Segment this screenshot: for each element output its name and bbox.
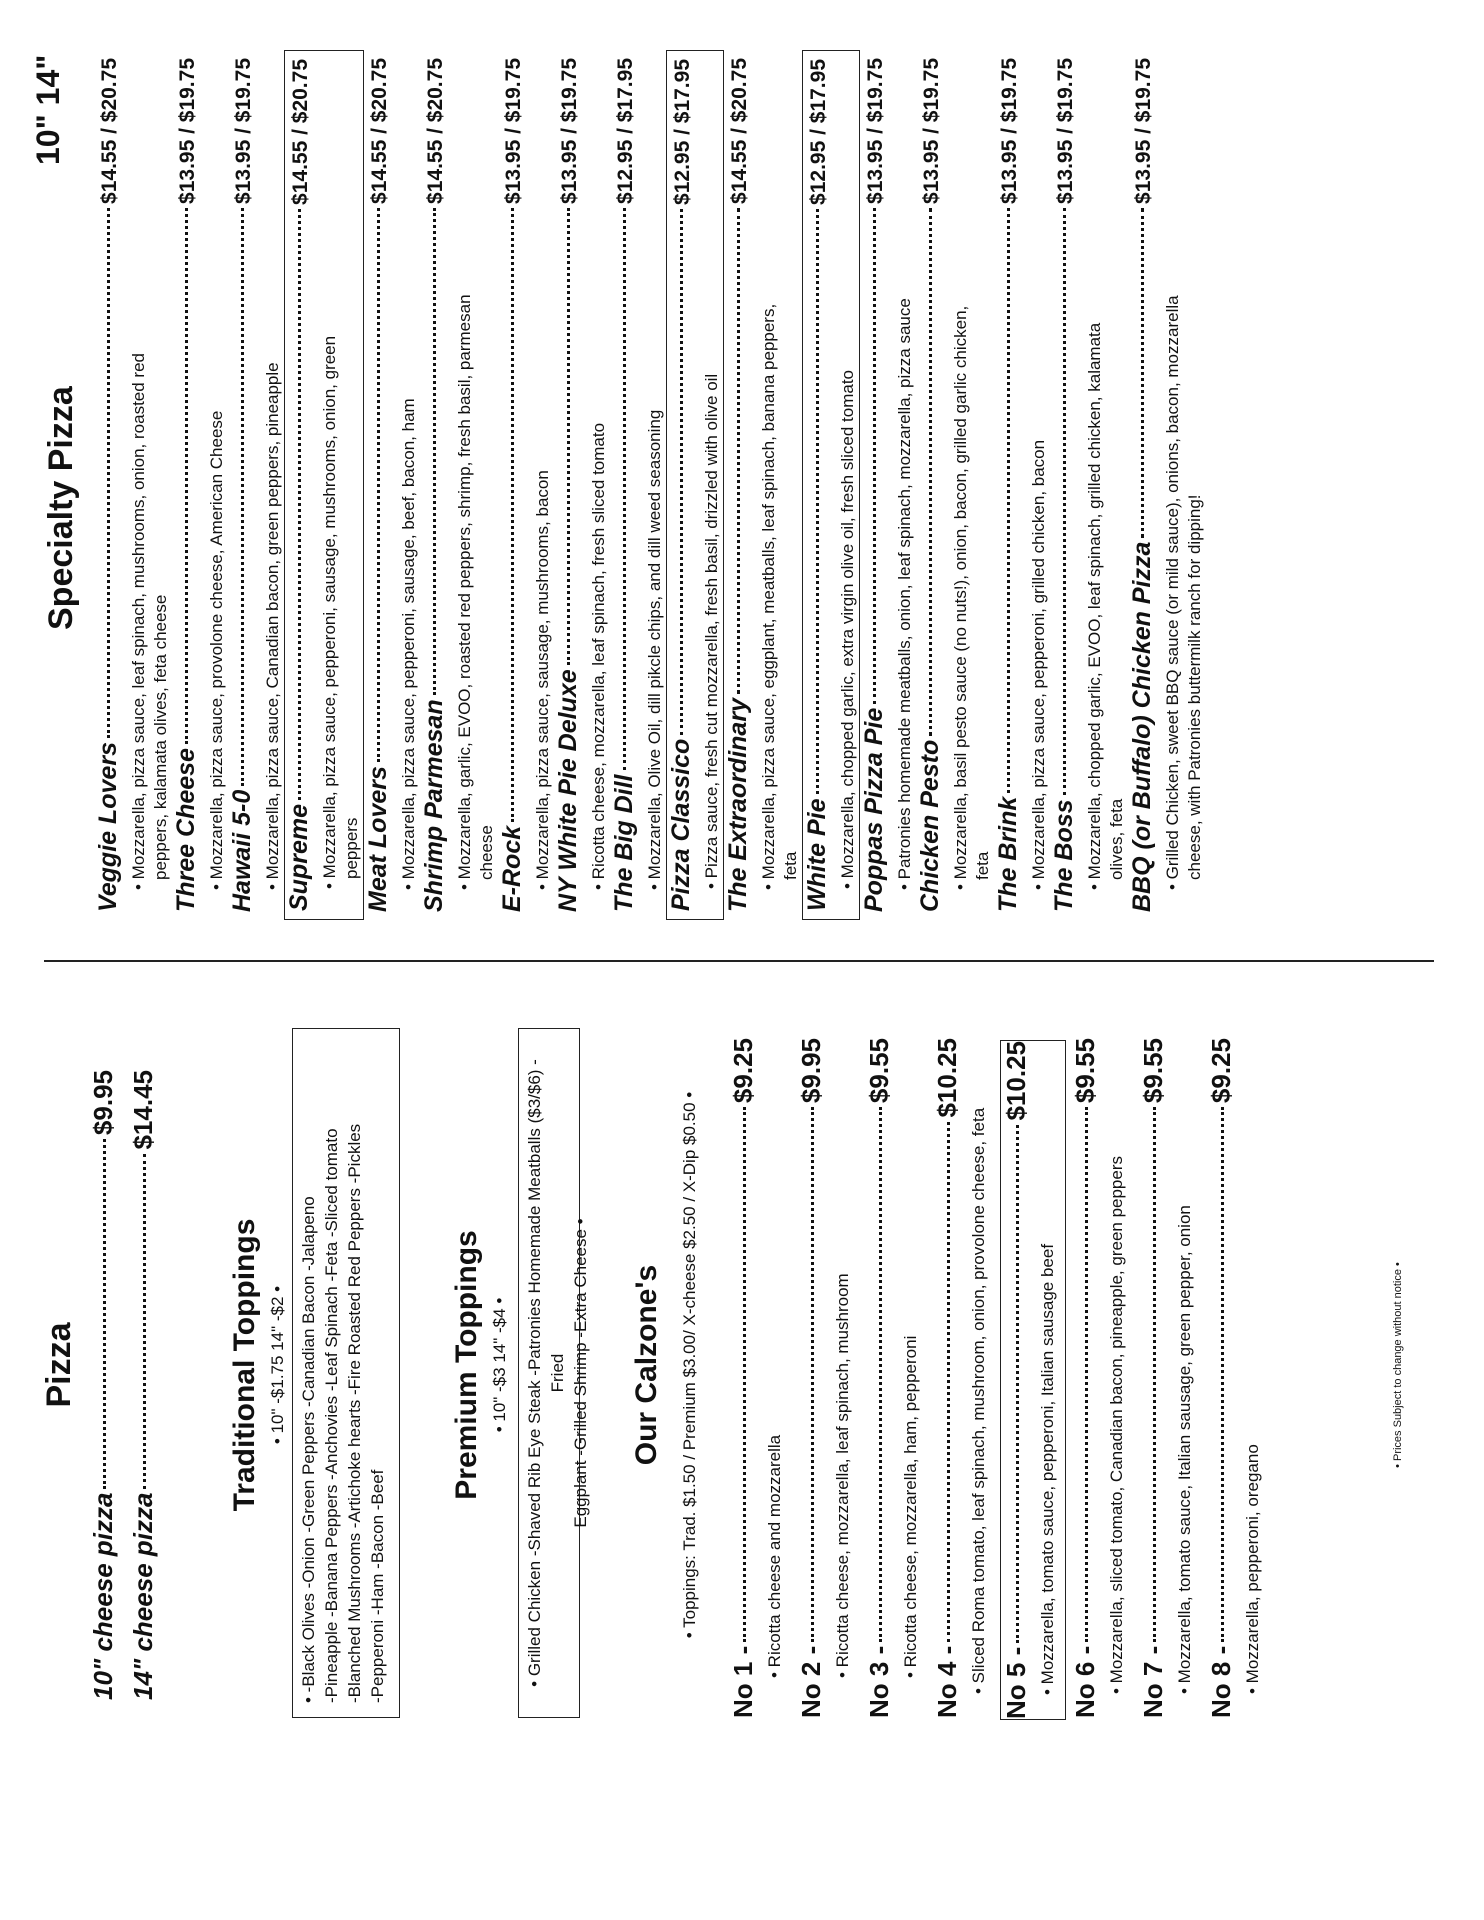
item-price: $9.55 (864, 1038, 894, 1104)
item-price: $14.55 / $20.75 (368, 58, 391, 204)
item-description: • Mozzarella, chopped garlic, extra virgin olive oil, fresh sliced tomato (838, 369, 857, 889)
traditional-toppings-prices: • 10" -$1.75 14" -$2 • (268, 1285, 287, 1445)
item-name: 10" cheese pizza (88, 1492, 118, 1700)
item-description: • Mozzarella, tomato sauce, Italian sausage, green pepper, onion (1175, 1205, 1194, 1694)
item-name: The Brink (994, 796, 1022, 912)
item-name: Shrimp Parmesan (420, 699, 448, 912)
leader-dots (811, 1107, 814, 1642)
specialty-item (916, 50, 994, 920)
menu-item (128, 1070, 168, 1700)
premium-toppings-box (518, 1028, 590, 1718)
item-name: No 3 - (864, 1645, 894, 1718)
item-name: No 7 - (1138, 1645, 1168, 1718)
desc-line: peppers, kalamata olives, feta cheese (151, 594, 170, 880)
item-price: $14.55 / $20.75 (424, 58, 447, 204)
specialty-item (610, 50, 666, 920)
leader-dots (743, 1107, 746, 1642)
leader-dots (377, 208, 380, 762)
leader-dots (816, 209, 819, 795)
item-description: • Mozzarella, pizza sauce, provolone cheese, American Cheese (207, 410, 226, 890)
desc-line: feta (973, 851, 992, 880)
leader-dots (680, 209, 683, 735)
leader-dots (623, 208, 626, 771)
item-name: No 6 - (1070, 1645, 1100, 1718)
item-name: Veggie Lovers (94, 742, 122, 912)
item-name: The Boss (1050, 799, 1078, 912)
desc-line: peppers (342, 817, 361, 879)
specialty-item-featured (284, 50, 364, 920)
item-name: No 4 - (932, 1645, 962, 1718)
item-name: Supreme (285, 804, 313, 911)
item-price: $9.25 (728, 1038, 758, 1104)
item-description: • Mozzarella, pizza sauce, pepperoni, grilled chicken, bacon (1029, 439, 1048, 890)
traditional-toppings-box (292, 1028, 400, 1718)
specialty-item (994, 50, 1050, 920)
topping-line: -Blanched Mushrooms -Artichoke hearts -Fire Roasted Red Peppers -Pickles (345, 1123, 364, 1703)
desc-line: olives, feta (1107, 798, 1126, 880)
item-price: $14.55 / $20.75 (728, 58, 751, 204)
item-price: $13.95 / $19.75 (1132, 58, 1155, 204)
item-name: Poppas Pizza Pie (860, 707, 888, 912)
item-description: • Ricotta cheese, mozzarella, ham, pepperoni (901, 1335, 920, 1678)
item-price: $13.95 / $19.75 (502, 58, 525, 204)
item-price: $14.45 (128, 1070, 158, 1150)
leader-dots (1141, 208, 1144, 538)
item-description: • Ricotta cheese and mozzarella (765, 1434, 784, 1678)
specialty-item (228, 50, 284, 920)
topping-line: -Pineapple -Banana Peppers -Anchovies -Leaf Spinach -Feta -Sliced tomato (322, 1128, 341, 1703)
premium-toppings-title: Premium Toppings (450, 1230, 483, 1500)
item-description: • Mozzarella, tomato sauce, pepperoni, Italian sausage beef (1038, 1243, 1057, 1695)
premium-toppings-prices: • 10" -$3 14" -$4 • (490, 1297, 509, 1433)
calzone-item (1138, 1038, 1206, 1718)
item-name: No 8 - (1206, 1645, 1236, 1718)
item-price: $9.55 (1138, 1038, 1168, 1104)
item-name: White Pie (803, 798, 831, 911)
item-price: $12.95 / $17.95 (671, 59, 694, 205)
leader-dots (1016, 1125, 1019, 1643)
leader-dots (737, 208, 740, 694)
item-description (950, 58, 994, 912)
item-price: $12.95 / $17.95 (807, 59, 830, 205)
specialty-pizza-title: Specialty Pizza (42, 386, 80, 630)
leader-dots (433, 208, 436, 695)
topping-line: • -Black Olives -Onion -Green Peppers -Canadian Bacon -Jalapeno (299, 1196, 318, 1703)
item-price: $9.55 (1070, 1038, 1100, 1104)
calzone-item (796, 1038, 864, 1718)
leader-dots (1063, 208, 1066, 796)
item-name: The Extraordinary (724, 698, 752, 912)
item-name: Three Cheese (172, 748, 200, 912)
item-name: BBQ (or Buffalo) Chicken Pizza (1128, 541, 1156, 912)
desc-line: • Mozzarella, pizza sauce, leaf spinach, mushrooms, onion, roasted red (129, 353, 148, 890)
topping-line: Eggplant -Grilled Shrimp -Extra Cheese • (571, 1218, 590, 1528)
desc-line: • Grilled Chicken, sweet BBQ sauce (or mild sauce), onions, bacon, mozzarella (1163, 295, 1182, 890)
item-description (1084, 58, 1128, 912)
leader-dots (143, 1154, 146, 1489)
item-name: The Big Dill (610, 774, 638, 912)
item-price: $13.95 / $19.75 (232, 58, 255, 204)
item-description (128, 58, 172, 912)
traditional-toppings-title: Traditional Toppings (228, 1218, 261, 1512)
desc-line: cheese, with Patronies buttermilk ranch for dipping! (1185, 494, 1204, 880)
item-name: Meat Lovers (364, 766, 392, 912)
desc-line: feta (781, 851, 800, 880)
size-header: 10" 14" (30, 54, 66, 165)
item-price: $13.95 / $19.75 (864, 58, 887, 204)
leader-dots (185, 208, 188, 744)
calzone-item (1070, 1038, 1138, 1718)
item-price: $13.95 / $19.75 (920, 58, 943, 204)
specialty-list (94, 50, 1206, 920)
item-description: • Mozzarella, pizza sauce, Canadian bacon, green peppers, pineapple (263, 362, 282, 890)
item-price: $14.55 / $20.75 (98, 58, 121, 204)
item-description (758, 58, 802, 912)
item-description: • Patronies homemade meatballs, onion, leaf spinach, mozzarella, pizza sauce (895, 298, 914, 890)
item-name: Chicken Pesto (916, 739, 944, 912)
cheese-pizza-list (88, 1070, 168, 1700)
specialty-item (420, 50, 498, 920)
item-name: NY White Pie Deluxe (554, 669, 582, 912)
item-description: • Mozzarella, pizza sauce, pepperoni, sausage, beef, bacon, ham (399, 398, 418, 890)
calzone-item (728, 1038, 796, 1718)
item-description (319, 59, 363, 911)
calzone-item (864, 1038, 932, 1718)
menu-item (88, 1070, 128, 1700)
item-description: • Mozzarella, sliced tomato, Canadian bacon, pineapple, green peppers (1107, 1155, 1126, 1694)
leader-dots (241, 208, 244, 786)
desc-line: cheese (477, 825, 496, 880)
specialty-item (554, 50, 610, 920)
desc-line: • Mozzarella, chopped garlic, EVOO, leaf spinach, grilled chicken, kalamata (1085, 322, 1104, 890)
column-divider (44, 960, 1434, 962)
specialty-item-featured (802, 50, 860, 920)
leader-dots (107, 208, 110, 738)
leader-dots (1085, 1107, 1088, 1642)
specialty-item (364, 50, 420, 920)
leader-dots (1153, 1107, 1156, 1642)
specialty-item-featured (666, 50, 724, 920)
item-description: • Mozzarella, pizza sauce, sausage, mushrooms, bacon (533, 470, 552, 890)
item-name: No 1 - (728, 1645, 758, 1718)
item-price: $13.95 / $19.75 (998, 58, 1021, 204)
item-description: • Sliced Roma tomato, leaf spinach, mushroom, onion, provolone cheese, feta (969, 1107, 988, 1694)
calzone-list (728, 1038, 1274, 1718)
leader-dots (873, 208, 876, 704)
leader-dots (947, 1122, 950, 1642)
specialty-item (724, 50, 802, 920)
item-description: • Pizza sauce, fresh cut mozzarella, fresh basil, drizzled with olive oil (702, 373, 721, 889)
topping-line: • Grilled Chicken -Shaved Rib Eye Steak -Patronies Homemade Meatballs ($3/$6) -Fried (525, 1059, 567, 1687)
desc-line: • Mozzarella, pizza sauce, pepperoni, sausage, mushrooms, onion, green (320, 335, 339, 889)
item-price: $13.95 / $19.75 (1054, 58, 1077, 204)
item-description: • Ricotta cheese, mozzarella, leaf spinach, mushroom (833, 1273, 852, 1678)
calzone-item-featured (1000, 1040, 1066, 1720)
item-description: • Mozzarella, pepperoni, oregano (1243, 1444, 1262, 1694)
item-price: $10.25 (932, 1038, 962, 1118)
specialty-item (1128, 50, 1206, 920)
item-name: No 5 - (1001, 1646, 1031, 1719)
topping-line: -Pepperoni -Ham -Bacon -Beef (368, 1469, 387, 1703)
calzone-item (1206, 1038, 1274, 1718)
desc-line: • Mozzarella, pizza sauce, eggplant, meatballs, leaf spinach, banana peppers, (759, 303, 778, 890)
calzones-title: Our Calzone's (630, 1264, 663, 1466)
specialty-item (1050, 50, 1128, 920)
specialty-item (94, 50, 172, 920)
item-price: $9.25 (1206, 1038, 1236, 1104)
price-notice: • Prices Subject to change without notice • (1392, 1262, 1404, 1468)
item-name: 14" cheese pizza (128, 1492, 158, 1700)
item-price: $9.95 (88, 1070, 118, 1136)
item-price: $13.95 / $19.75 (176, 58, 199, 204)
pizza-title: Pizza (40, 1322, 78, 1408)
leader-dots (879, 1107, 882, 1642)
calzone-item (932, 1038, 1000, 1718)
desc-line: • Mozzarella, basil pesto sauce (no nuts!), onion, bacon, grilled garlic chicken, (951, 305, 970, 890)
item-price: $12.95 / $17.95 (614, 58, 637, 204)
leader-dots (929, 208, 932, 736)
specialty-item (172, 50, 228, 920)
item-name: No 2 - (796, 1645, 826, 1718)
specialty-item (498, 50, 554, 920)
leader-dots (103, 1139, 106, 1488)
item-name: E-Rock (498, 825, 526, 912)
item-price: $13.95 / $19.75 (558, 58, 581, 204)
leader-dots (567, 208, 570, 665)
leader-dots (1007, 208, 1010, 793)
item-description: • Mozzarella, Olive Oil, dill pikcle chips, and dill weed seasoning (645, 409, 664, 890)
item-description (454, 58, 498, 912)
item-price: $10.25 (1001, 1041, 1031, 1121)
item-description (1162, 58, 1206, 912)
leader-dots (511, 208, 514, 822)
desc-line: • Mozzarella, garlic, EVOO, roasted red peppers, shrimp, fresh basil, parmesan (455, 294, 474, 890)
item-name: Pizza Classico (667, 738, 695, 911)
item-description: • Ricotta cheese, mozzarella, leaf spinach, fresh sliced tomato (589, 422, 608, 890)
leader-dots (298, 209, 301, 800)
item-name: Hawaii 5-0 (228, 789, 256, 912)
item-price: $14.55 / $20.75 (289, 59, 312, 205)
specialty-item (860, 50, 916, 920)
calzones-toppings-note: • Toppings: Trad. $1.50 / Premium $3.00/ X-cheese $2.50 / X-Dip $0.50 • (680, 1091, 699, 1639)
item-price: $9.95 (796, 1038, 826, 1104)
leader-dots (1221, 1107, 1224, 1642)
